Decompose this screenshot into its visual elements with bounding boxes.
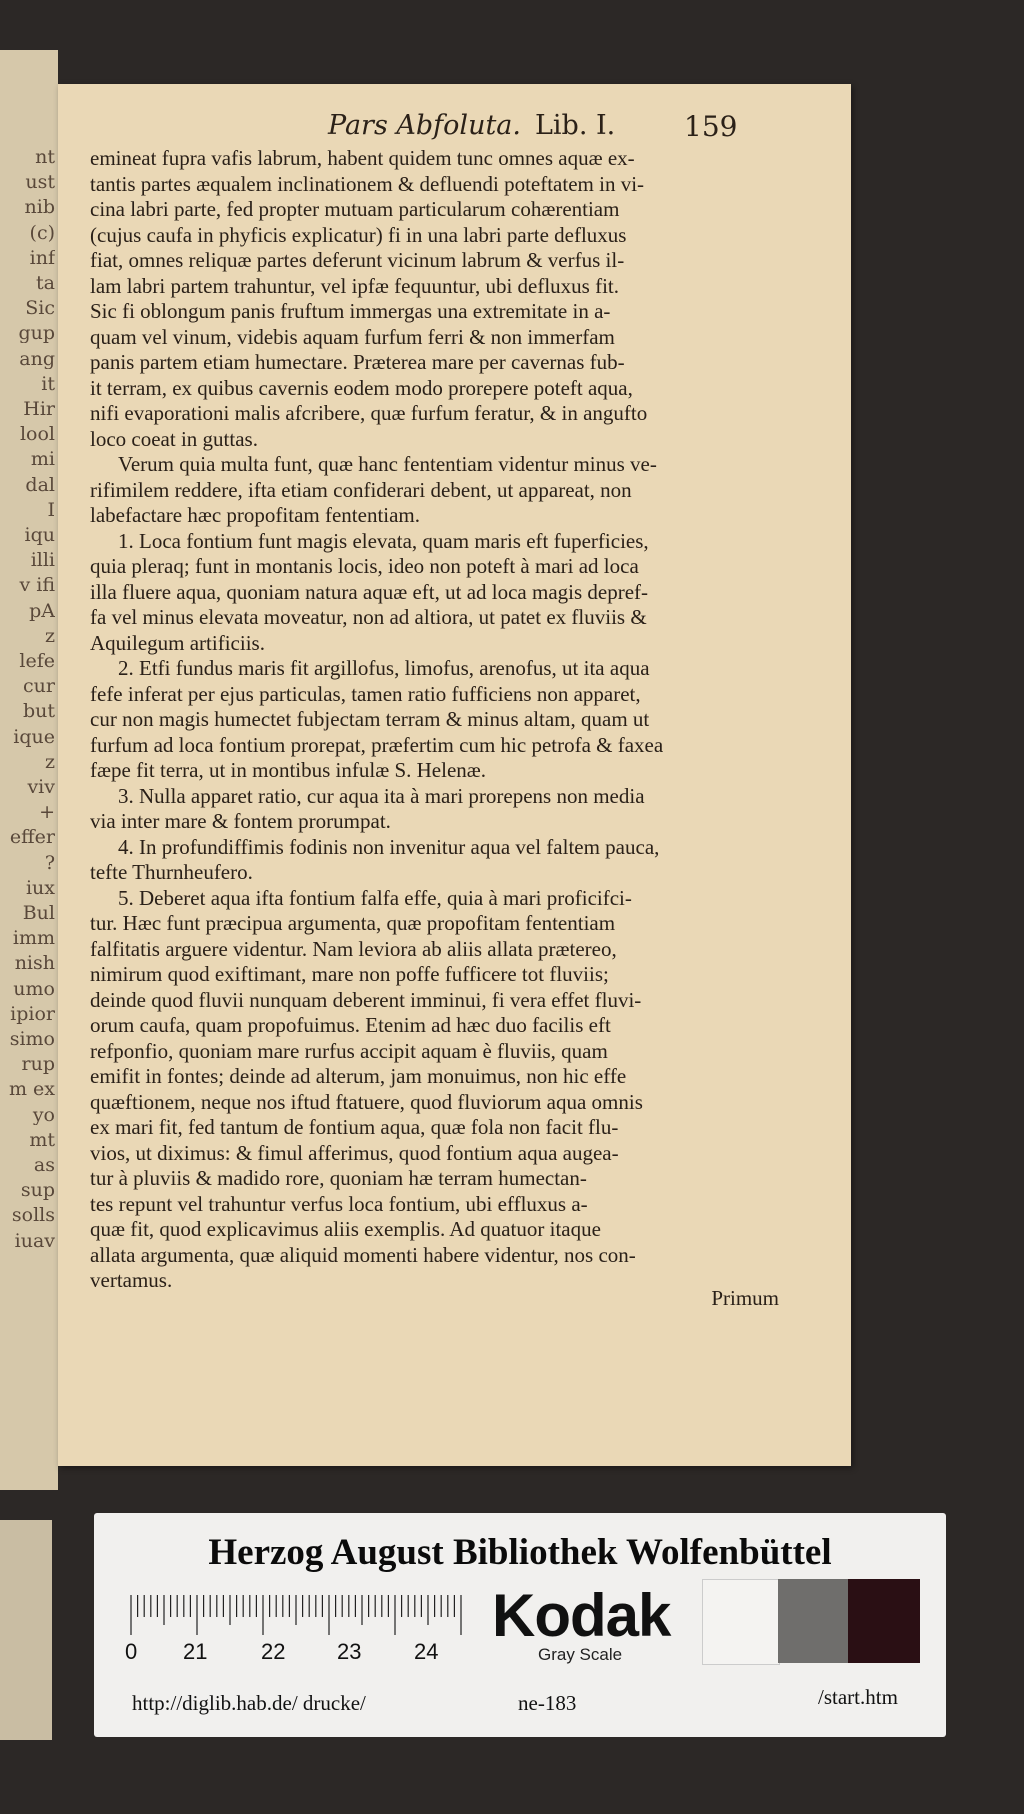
left-page-fragment: ipior [10,1004,55,1024]
paragraph [90,146,780,452]
left-page-fragment: Sic [25,299,55,319]
text-line: Sic fi oblongum panis fruftum immergas una extremitate in a- [90,299,611,323]
text-line: quæftionem, neque nos iftud ftatuere, quod fluviorum aqua omnis [90,1089,643,1114]
left-page-fragment: ust [25,173,55,193]
text-line: 2. Etfi fundus maris fit argillofus, limofus, arenofus, ut ita aqua [118,656,650,680]
left-page-fragment: iuav [14,1231,55,1251]
left-page-fragment: as [33,1156,55,1175]
left-page-fragment: nib [24,198,55,218]
text-line: tantis partes æqualem inclinationem & defluendi poteftatem in vi- [90,171,645,196]
text-line: tefte Thurnheufero. [90,860,253,884]
text-line: allata argumenta, quæ aliquid momenti habere videntur, nos con- [90,1242,636,1267]
book-page [58,84,851,1466]
gray-swatch-mid [778,1579,848,1663]
text-line: nifi evaporationi malis afcribere, quæ furfum feratur, & in angufto [90,401,648,425]
text-line: vertamus. [90,1268,173,1292]
text-line: 5. Deberet aqua ifta fontium falfa effe, quia à mari proficifci- [118,885,632,910]
kodak-logo: Kodak [492,1582,671,1649]
left-page-fragment: mt [29,1130,55,1150]
text-line: quæ fit, quod explicavimus aliis exemplis. Ad quatuor itaque [90,1217,601,1241]
text-line: tur. Hæc funt præcipua argumenta, quæ propofitam fententiam [90,911,616,935]
measurement-ruler [127,1589,467,1664]
text-line: 3. Nulla apparet ratio, cur aqua ita à mari prorepens non media [118,783,645,808]
text-line: quia pleraq; funt in montanis locis, ideo non poteft à mari ad loca [90,554,639,578]
text-line: cur non magis humectet fubjectam terram & minus altam, quam ut [90,707,650,731]
text-line: (cujus caufa in phyficis explicatur) fi in una labri parte defluxus [90,222,627,247]
left-page-fragment: + [39,803,55,823]
gray-swatch-dark [848,1579,920,1663]
source-url-suffix: /start.htm [818,1685,898,1709]
running-head [328,110,615,141]
left-page-fragment: cur [23,677,55,697]
text-line: rifimilem reddere, ifta etiam confiderari debent, ut appareat, non [90,477,632,502]
catalog-id: ne-183 [518,1691,577,1715]
left-page-fragment: z [44,752,55,772]
left-page-fragment: umo [13,979,55,999]
paragraph [90,529,780,657]
left-page-fragment: (c) [29,223,55,243]
text-line: Verum quia multa funt, quæ hanc fententiam videntur minus ve- [118,452,657,476]
ruler-label-22: 22 [261,1639,286,1664]
text-line: 4. In profundiffimis fodinis non invenitur aqua vel faltem pauca, [118,834,660,859]
text-line: falfitatis arguere videntur. Nam leviora ab aliis allata prætereo, [90,936,617,961]
library-color-card [94,1513,946,1737]
left-page-fragment: sup [20,1181,55,1201]
text-line: nimirum quod exiftimant, mare non poffe fufficere tot fluviis; [90,962,609,986]
left-page-fragment: nt [35,148,55,167]
ruler-label-24: 24 [414,1639,439,1664]
ruler-label-0: 0 [125,1639,138,1664]
left-page-fragment: ? [44,853,55,873]
left-page-fragment: ique [13,727,55,747]
text-line: panis partem etiam humectare. Præterea mare per cavernas fub- [90,350,625,374]
ruler-label-21: 21 [183,1639,208,1664]
left-page-fragment: m ex [8,1080,55,1100]
text-line: quam vel vinum, videbis aquam furfum ferri & non immerfam [90,324,615,349]
left-page-fragment: lool [19,425,55,445]
paragraph [90,886,780,1294]
text-line: fefe inferat per ejus particulas, tamen ratio fufficiens non apparet, [90,681,641,706]
running-head-book: Lib. I. [534,110,616,141]
text-line: emineat fupra vafis labrum, habent quidem tunc omnes aquæ ex- [90,146,635,170]
paragraph [90,835,780,886]
text-line: vios, ut diximus: & fimul afferimus, quod fontium aqua augea- [90,1140,619,1165]
text-line: ex mari fit, fed tantum de fontium aqua, quæ fola non facit flu- [90,1115,619,1139]
text-line: 1. Loca fontium funt magis elevata, quam maris eft fuperficies, [118,528,649,553]
text-line: fa vel minus elevata moveatur, non ad altiora, ut patet ex fluviis & [90,605,647,629]
left-page-fragment: simo [9,1030,55,1049]
text-line: tes repunt vel trahuntur verfus loca fontium, ubi effluxus a- [90,1191,588,1216]
left-page-fragment: gup [18,324,55,344]
ruler-ticks [127,1589,467,1639]
left-page-fragment: dal [25,475,55,495]
text-line: labefactare hæc propofitam fententiam. [90,503,421,527]
left-page-fragment: imm [12,929,55,949]
left-page-fragment: Hir [23,400,55,419]
text-line: Aquilegum artificiis. [90,630,265,655]
left-page-fragment: illi [30,551,55,571]
text-line: illa fluere aqua, quoniam natura aquæ eft, ut ad loca magis depref- [90,579,649,604]
text-line: refponfio, quoniam mare rurfus accipit aquam è fluviis, quam [90,1038,608,1063]
paragraph [90,656,780,784]
library-name: Herzog August Bibliothek Wolfenbüttel [208,1532,832,1573]
source-url: http://diglib.hab.de/ drucke/ [132,1691,366,1715]
text-line: via inter mare & fontem prorumpat. [90,809,391,833]
text-line: orum caufa, quam propofuimus. Etenim ad hæc duo facilis eft [90,1013,611,1037]
left-page-fragment: v ifi [19,576,55,596]
text-line: cina labri parte, fed propter mutuam particularum cohærentiam [90,197,620,221]
text-line: loco coeat in guttas. [90,426,258,451]
paragraph [90,784,780,835]
left-page-fragment: iqu [24,526,55,545]
left-page-fragment: iux [25,878,55,898]
text-line: it terram, ex quibus cavernis eodem modo prorepere poteft aqua, [90,375,633,400]
left-page-fragment: but [22,702,55,722]
left-page-fragment: z [44,626,55,646]
left-page-fragment: yo [32,1105,55,1125]
left-page-fragment: rup [21,1055,55,1075]
left-page-fragment: Bul [22,904,55,923]
left-page-fragment: pA [29,601,55,621]
text-line: fæpe fit terra, ut in montibus infulæ S. Helenæ. [90,758,487,782]
text-line: furfum ad loca fontium prorepat, præfertim cum hic petrofa & faxea [90,732,664,757]
text-line: lam labri partem trahuntur, vel ipfæ fequuntur, ubi defluxus fit. [90,273,620,298]
gray-scale-label: Gray Scale [538,1645,623,1664]
left-page-fragment: inf [29,248,55,268]
left-page-fragment: effer [9,828,55,848]
running-head-italic: Pars Abfoluta. [328,110,521,141]
paragraph [90,452,780,529]
text-line: deinde quod fluvii nunquam deberent imminui, fi vera effet fluvi- [90,987,642,1012]
left-page-fragment: it [41,374,55,394]
left-page-fragment: viv [27,778,55,797]
text-line: tur à pluviis & madido rore, quoniam hæ terram humectan- [90,1166,587,1190]
ruler-label-23: 23 [337,1639,362,1664]
left-page-fragment: ang [19,349,55,369]
left-page-fragment: solls [11,1206,55,1226]
gray-swatch-white [702,1579,780,1665]
left-page-fragment: mi [30,450,55,470]
text-line: fiat, omnes reliquæ partes deferunt vicinum labrum & verfus il- [90,248,625,272]
left-page-lower-edge [0,1520,52,1740]
left-page-fragment: lefe [19,652,55,671]
left-page-fragment: ta [36,274,55,293]
catchword: Primum [711,1286,779,1310]
page-number: 159 [684,110,738,143]
text-line: emifit in fontes; deinde ad alterum, jam monuimus, non hic effe [90,1064,627,1088]
left-page-fragment: I [47,500,55,520]
left-page-fragment: nish [14,954,55,974]
body-text [90,146,780,1294]
